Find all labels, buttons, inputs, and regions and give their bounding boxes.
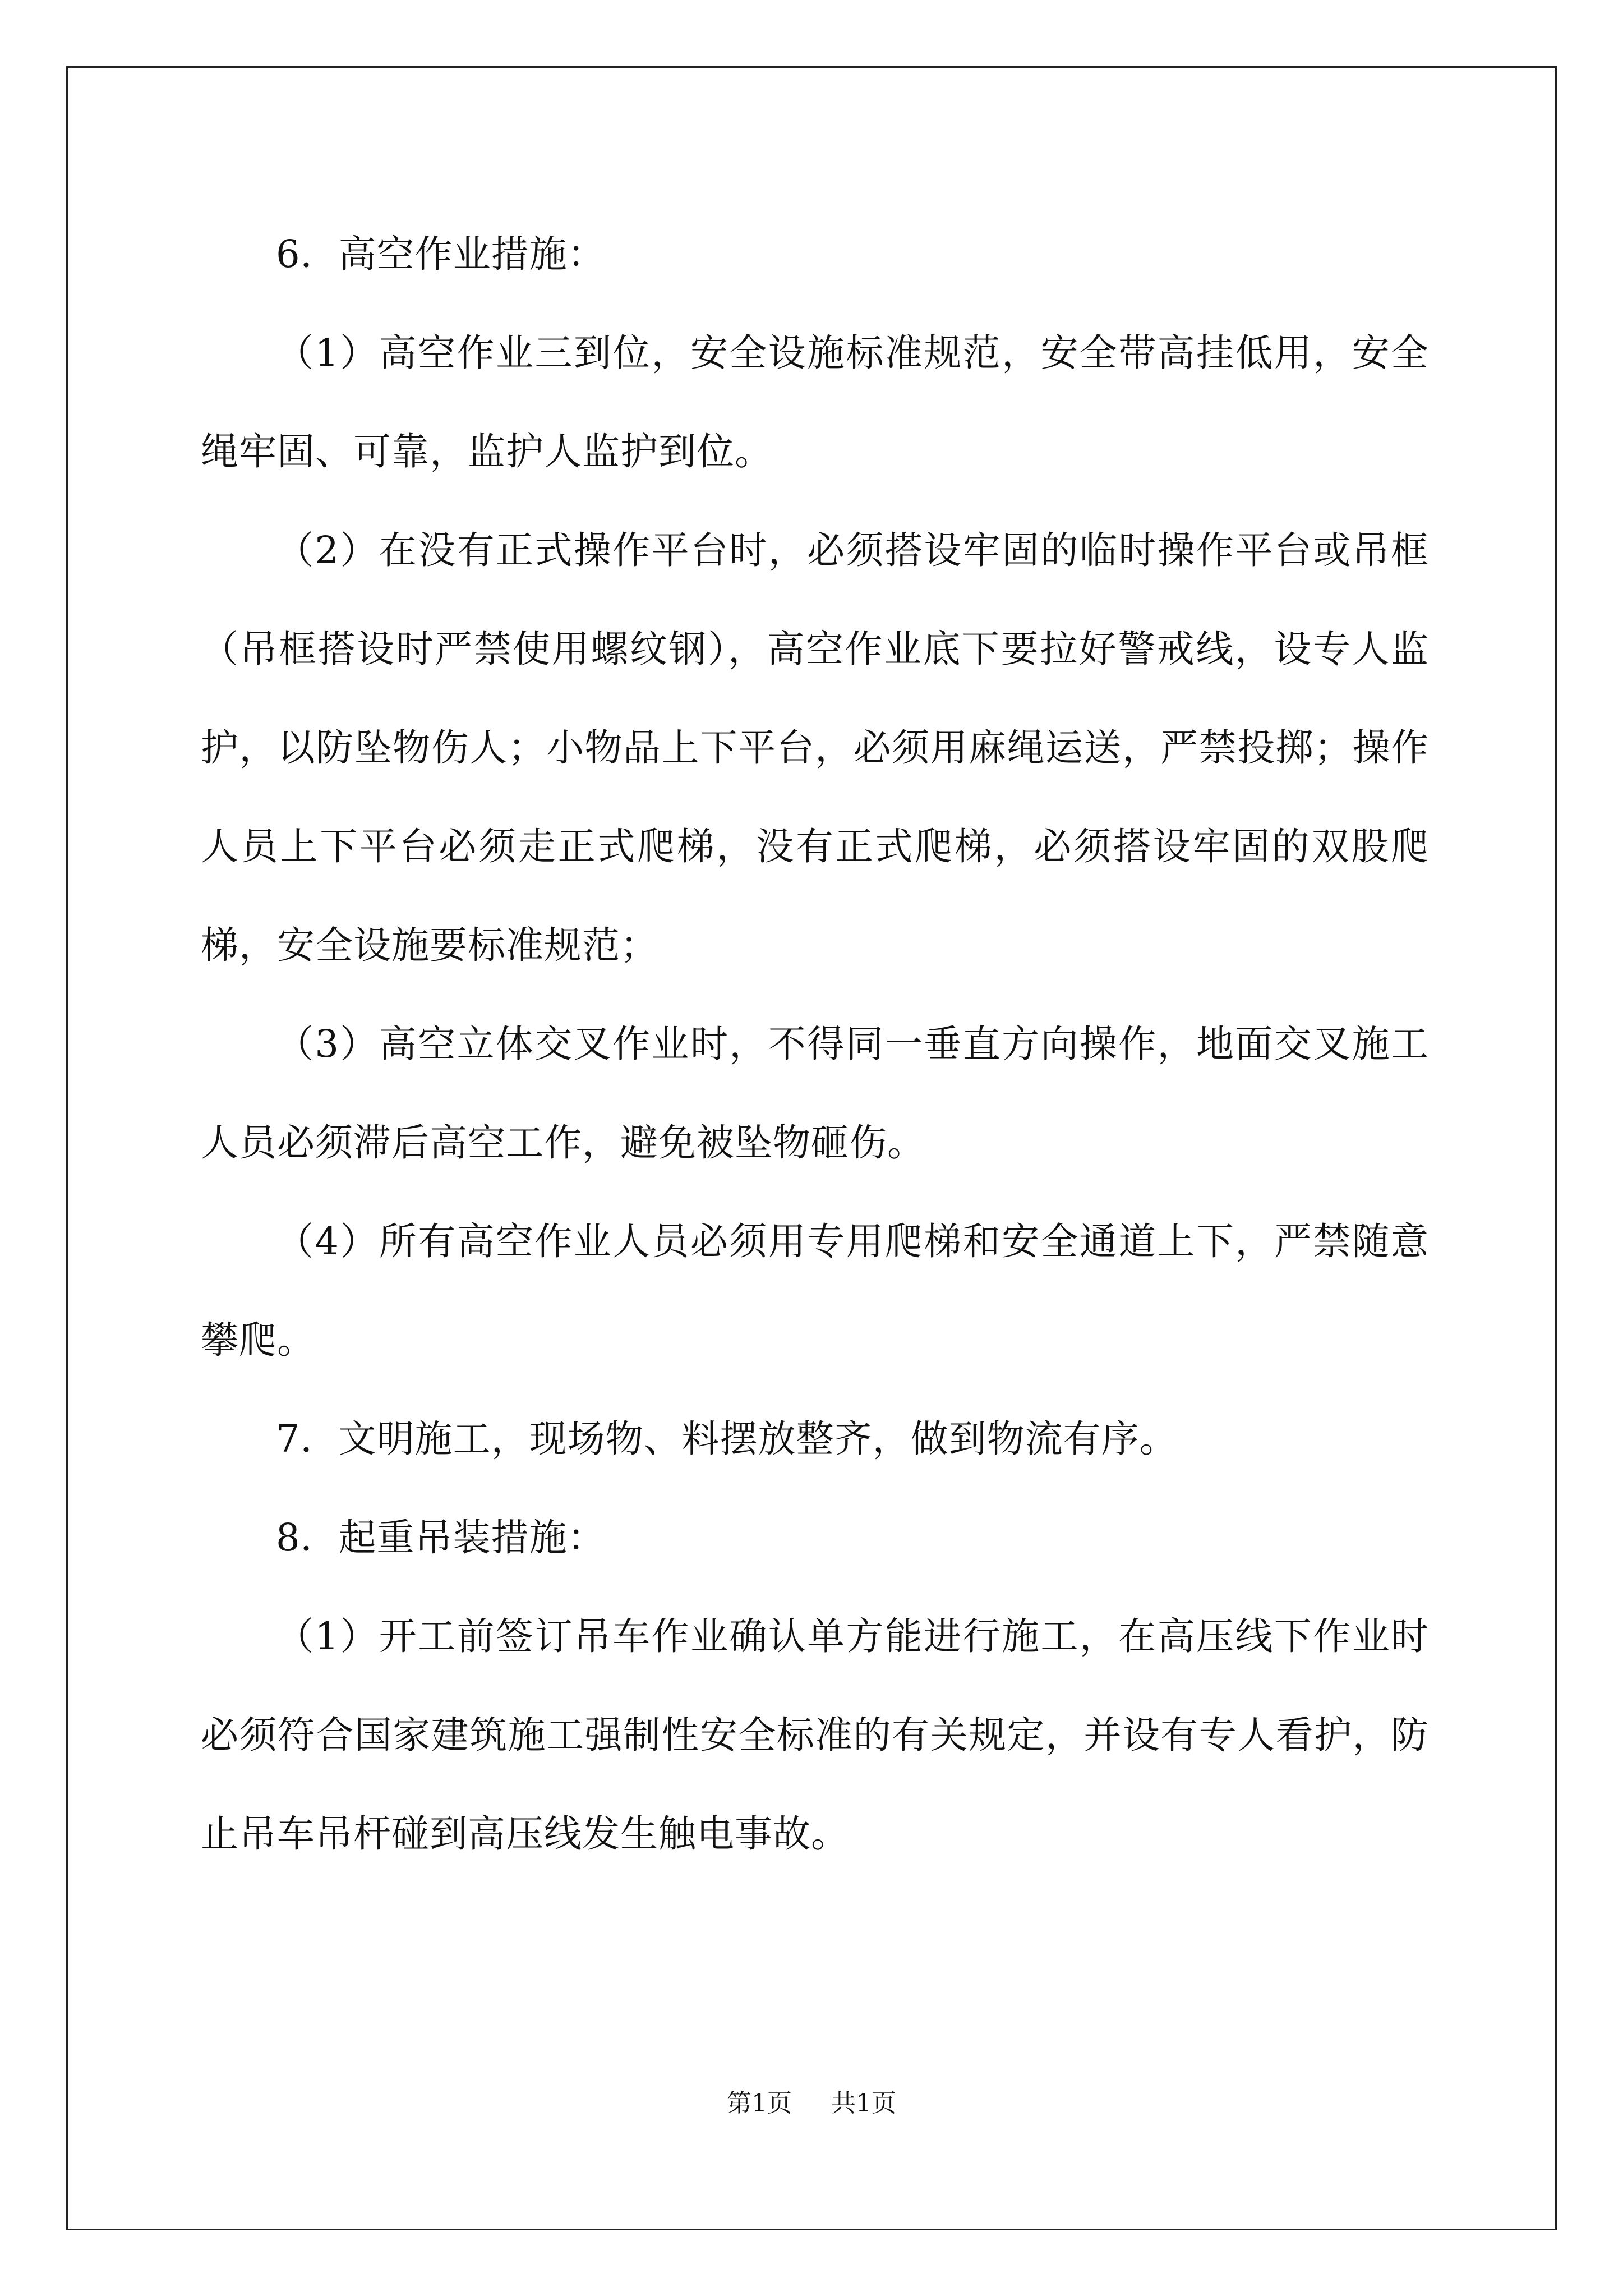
page-number-current: 第1页 bbox=[727, 2089, 792, 2118]
section-8-heading: 8．起重吊装措施： bbox=[276, 1516, 606, 1559]
page-number-total: 共1页 bbox=[831, 2089, 896, 2118]
section-7-paragraph: 7．文明施工，现场物、料摆放整齐，做到物流有序。 bbox=[276, 1417, 1178, 1461]
section-6-item-2: （2）在没有正式操作平台时，必须搭设牢固的临时操作平台或吊框（吊框搭设时严禁使用螺纹钢），高空作业底下要拉好警戒线，设专人监护，以防坠物伤人；小物品上下平台，必须用麻绳运送，严禁投掷；操作人员上下平台必须走正式爬梯，没有正式爬梯，必须搭设牢固的双股爬梯，安全设施要标准规范； bbox=[201, 528, 1429, 967]
section-6-item-4: （4）所有高空作业人员必须用专用爬梯和安全通道上下，严禁随意攀爬。 bbox=[201, 1220, 1429, 1362]
document-body bbox=[201, 205, 1429, 1883]
section-6-item-1: （1）高空作业三到位，安全设施标准规范，安全带高挂低用，安全绳牢固、可靠，监护人监护到位。 bbox=[201, 331, 1429, 473]
page-footer bbox=[0, 2087, 1623, 2120]
section-8-item-1: （1）开工前签订吊车作业确认单方能进行施工，在高压线下作业时必须符合国家建筑施工强制性安全标准的有关规定，并设有专人看护，防止吊车吊杆碰到高压线发生触电事故。 bbox=[201, 1614, 1429, 1856]
section-6-item-3: （3）高空立体交叉作业时，不得同一垂直方向操作，地面交叉施工人员必须滞后高空工作，避免被坠物砸伤。 bbox=[201, 1022, 1429, 1165]
section-6-heading: 6．高空作业措施： bbox=[276, 232, 606, 276]
